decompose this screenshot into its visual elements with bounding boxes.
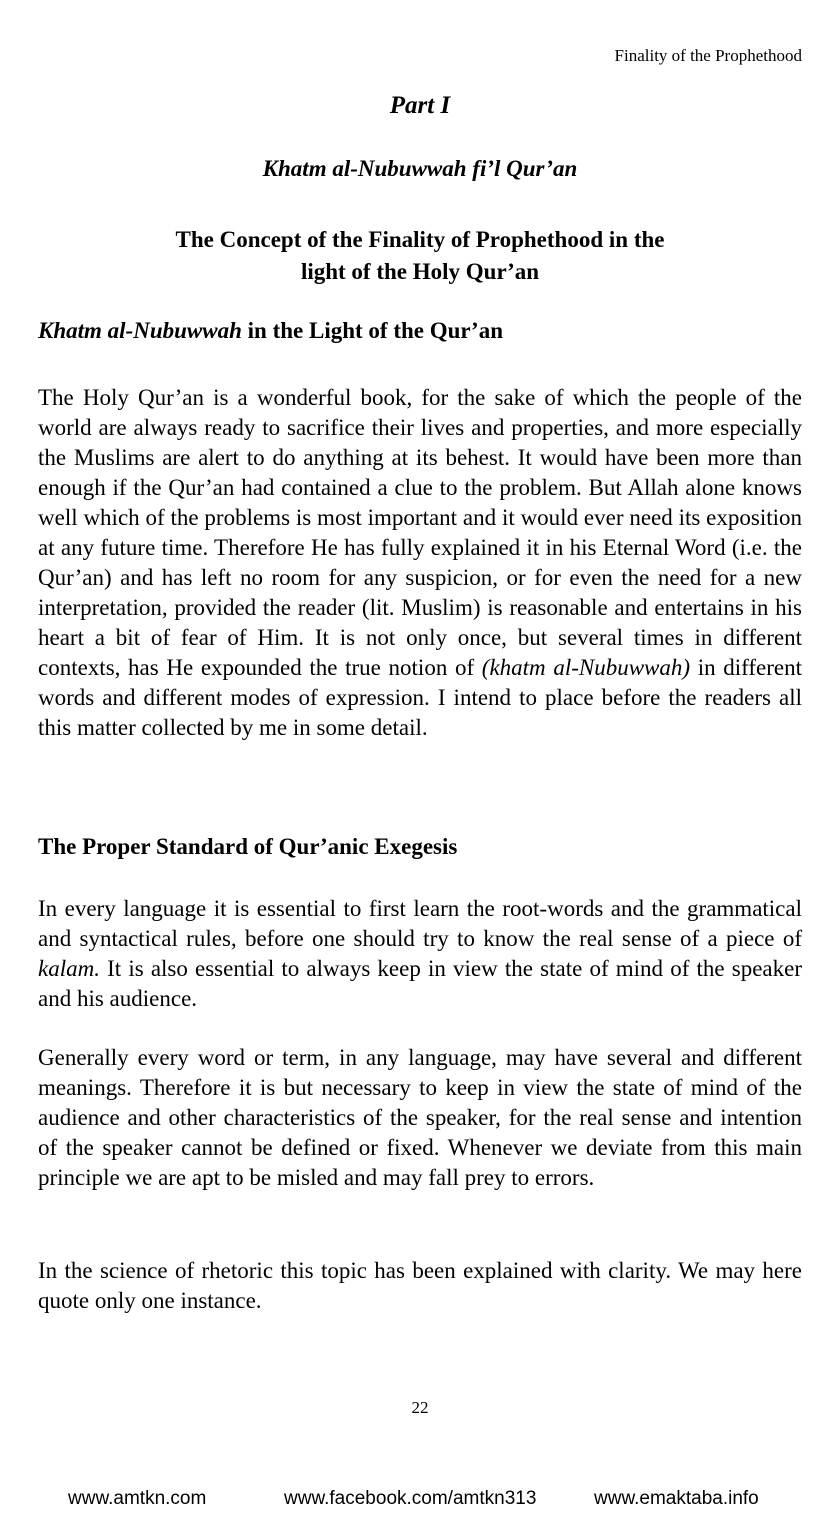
arabic-subtitle: Khatm al-Nubuwwah fi’l Qur’an — [262, 156, 578, 181]
chapter-title-line1: The Concept of the Finality of Prophethood in the — [175, 227, 665, 252]
chapter-title-line2: light of the Holy Qur’an — [300, 259, 540, 284]
page-number: 22 — [411, 1398, 429, 1417]
paragraph-term: kalam. — [38, 956, 100, 981]
paragraph-text: in different words and different modes of expression. I intend to place before the readers all this matter collected by me in some detail. — [38, 655, 802, 740]
paragraph-language-roots — [38, 894, 802, 1014]
footer-link-amtkn[interactable]: www.amtkn.com — [68, 1488, 207, 1509]
footer — [0, 1488, 840, 1516]
chapter-title — [60, 224, 780, 288]
paragraph-rhetoric: In the science of rhetoric this topic has been explained with clarity. We may here quote only one instance. — [38, 1258, 802, 1313]
section-heading-rest: in the Light of the Qur’an — [241, 318, 503, 343]
paragraph-term: (khatm al-Nubuwwah) — [481, 655, 691, 680]
part-label: Part I — [389, 92, 451, 119]
paragraph-quran-intro — [38, 383, 802, 743]
footer-link-facebook[interactable]: www.facebook.com/amtkn313 — [284, 1488, 537, 1509]
section-heading-khatm — [38, 318, 503, 344]
paragraph-text: The Holy Qur’an is a wonderful book, for the sake of which the people of the world are always ready to sacrifice their lives and properties, and more especially the Muslims are alert to do anything at its behest. It would have been more than enough if the Qur’an had contained a clue to the problem. But Allah alone knows well which of the problems is most important and it would ever need its exposition at any future time. Therefore He has fully explained it in his Eternal Word (i.e. the Qur’an) and has left no room for any suspicion, or for even the need for a new interpretation, provided the reader (lit. Muslim) is reasonable and entertains in his heart a bit of fear of Him. It is not only once, but several times in different contexts, has He expounded the true notion of — [38, 385, 802, 680]
paragraph-text: In every language it is essential to first learn the root-words and the grammatical and syntactical rules, before one should try to know the real sense of a piece of — [38, 896, 802, 951]
section-heading-term: Khatm al-Nubuwwah — [38, 318, 242, 343]
paragraph-word-meanings: Generally every word or term, in any language, may have several and different meanings. Therefore it is but necessary to keep in view the state of mind of the audience and other characteristics of the speaker, for the real sense and intention of the speaker cannot be defined or fixed. Whenever we deviate from this main principle we are apt to be misled and may fall prey to errors. — [38, 1045, 802, 1190]
footer-link-emaktaba[interactable]: www.emaktaba.info — [594, 1488, 759, 1509]
running-header: Finality of the Prophethood — [614, 46, 802, 65]
paragraph-text: It is also essential to always keep in view the state of mind of the speaker and his audience. — [38, 956, 802, 1011]
section-heading-exegesis: The Proper Standard of Qur’anic Exegesis — [38, 834, 458, 859]
